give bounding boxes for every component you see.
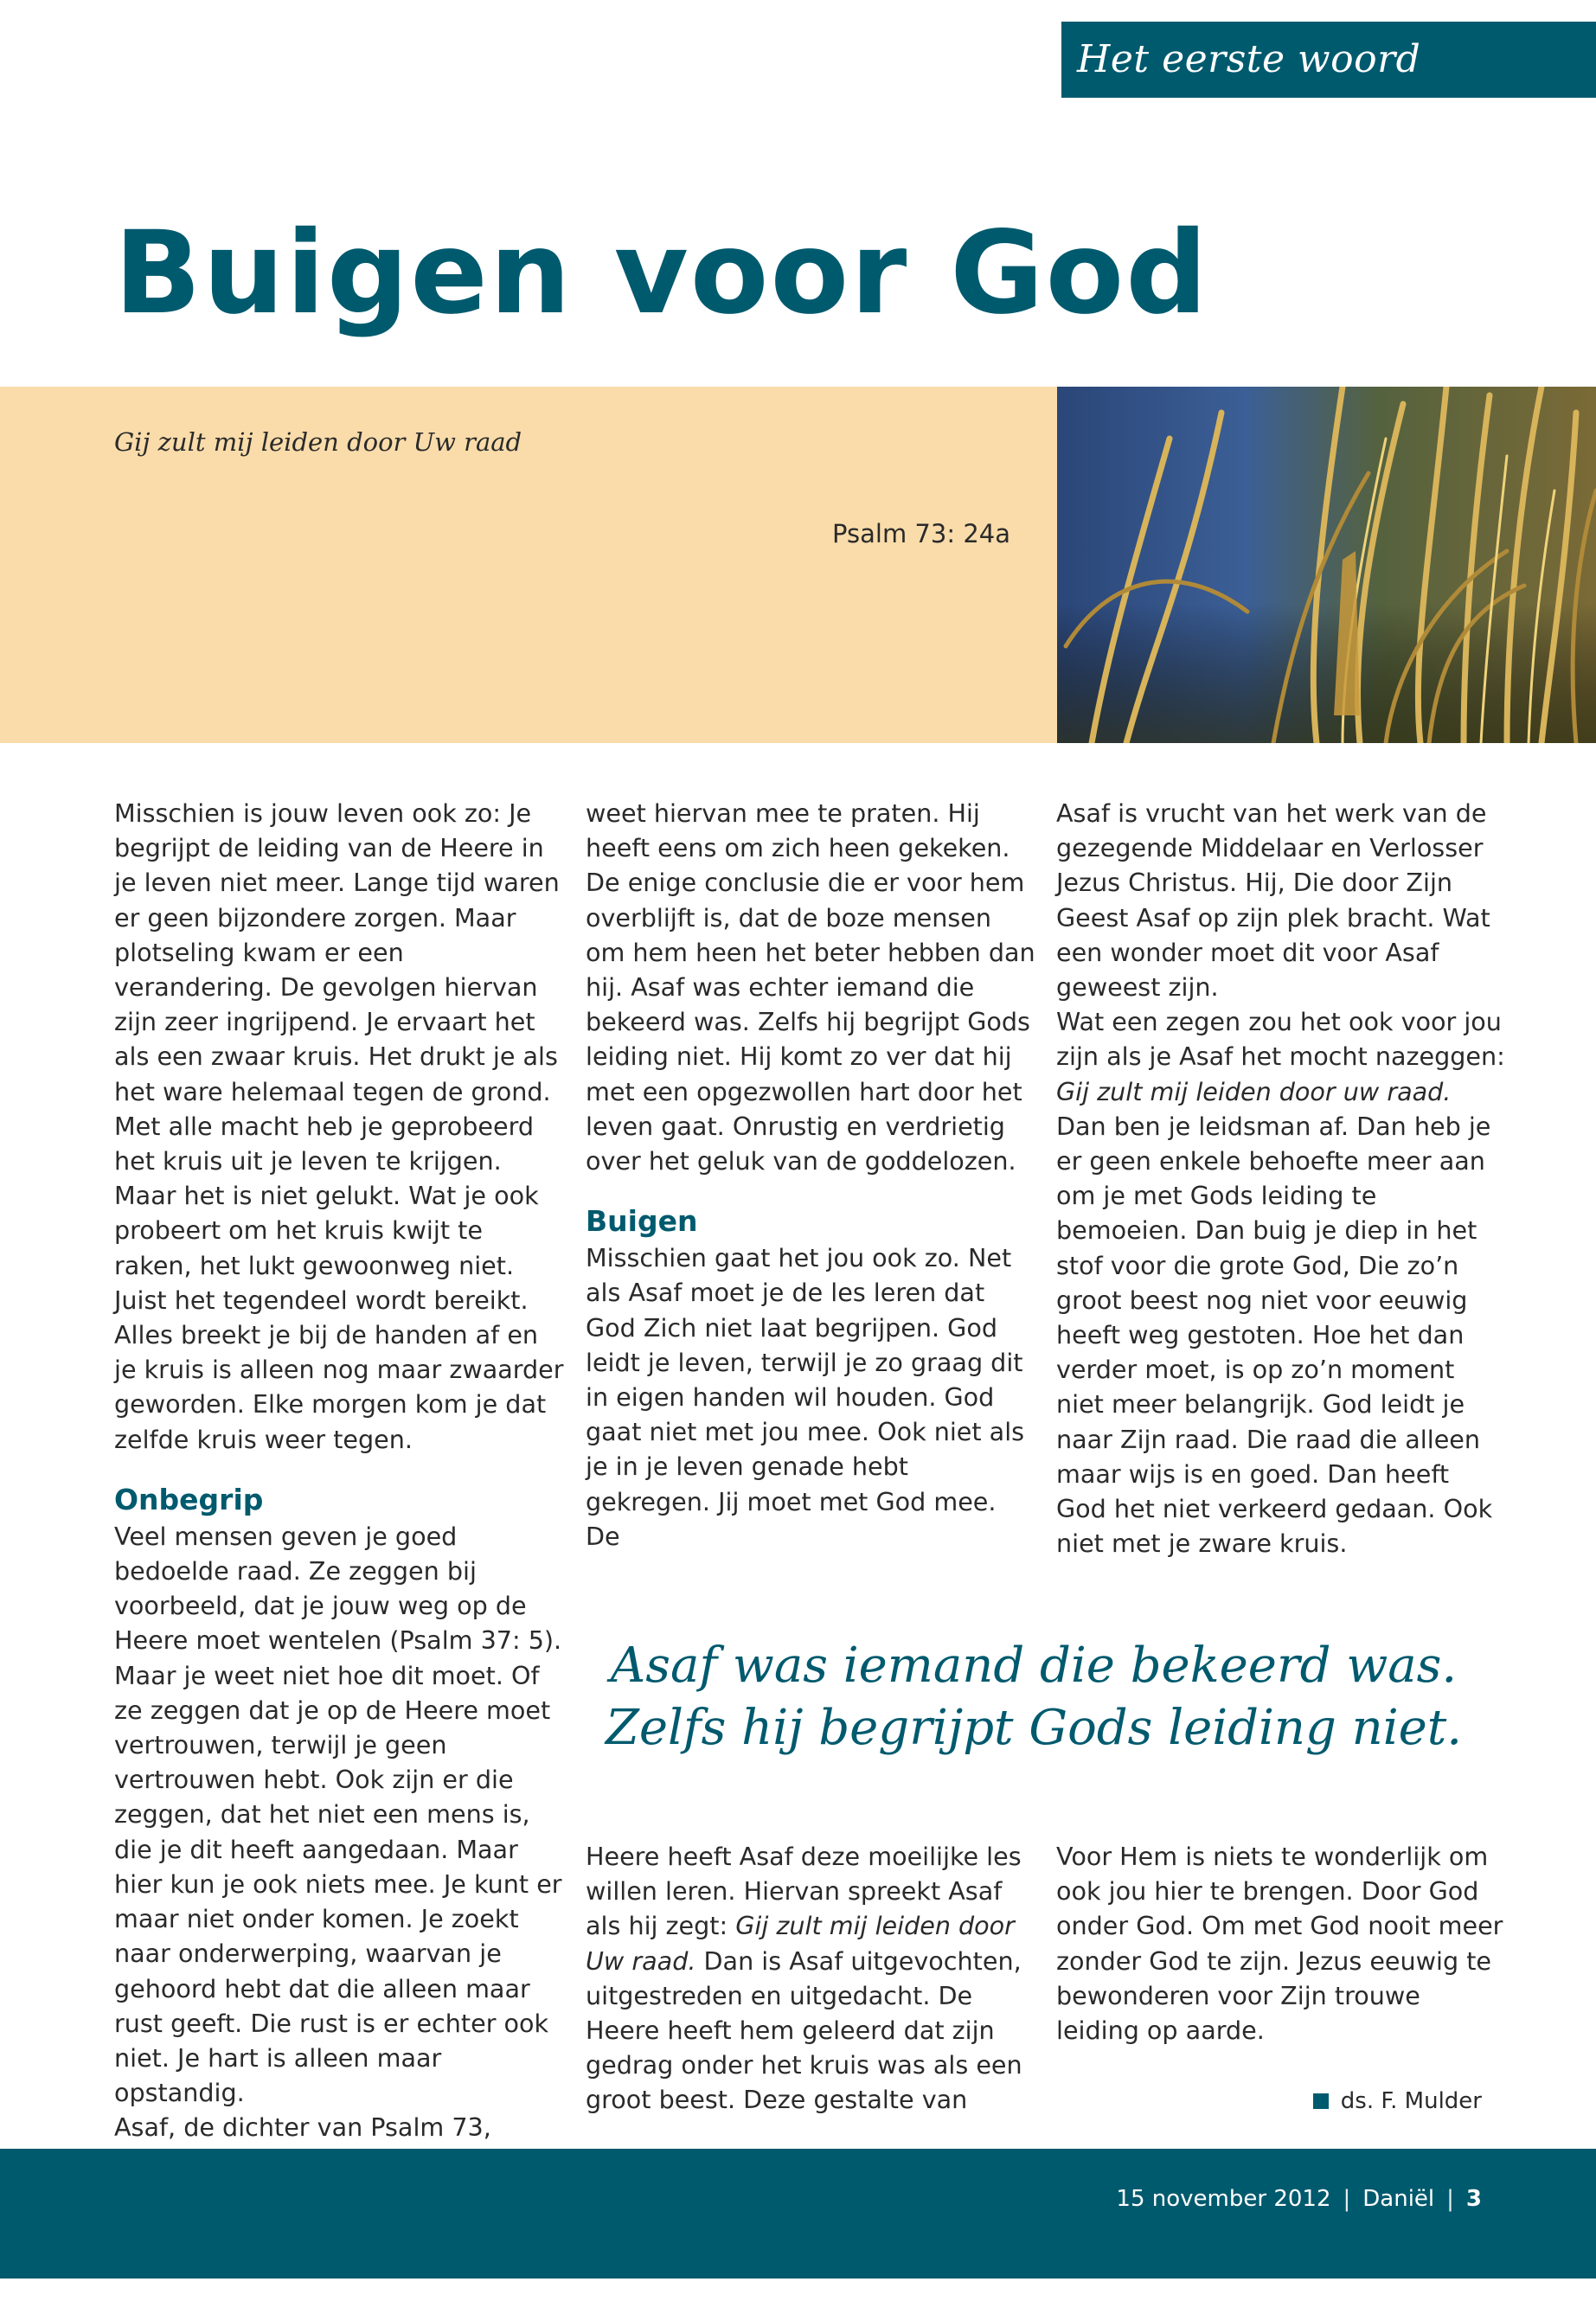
text-run: Dan ben je leidsman af. Dan heb je er geen enkele behoefte meer aan om je met Gods leiding te bemoeien. Dan buig je diep in het stof voor die grote God, Die zo’n groot beest nog niet voor eeuwig heeft weg gestoten. Hoe het dan verder moet, is op zo’n moment niet meer belangrijk. God leidt je naar Zijn raad. Die raad die alleen maar wijs is en goed. Dan heeft God het niet verkeerd gedaan. Ook niet met je zware kruis. xyxy=(1056,1111,1493,1559)
text-run: Wat een zegen zou het ook voor jou zijn als je Asaf het mocht nazeggen: xyxy=(1056,1007,1505,1072)
paragraph xyxy=(586,1839,1035,2118)
scripture-quote: Gij zult mij leiden door Uw raad. xyxy=(586,1911,1015,1976)
page-title: Buigen voor God xyxy=(114,207,1209,340)
scripture-quote: Gij zult mij leiden door uw raad. xyxy=(1056,1076,1452,1106)
article-column-1 xyxy=(114,796,564,2145)
paragraph: Asaf is vrucht van het werk van de gezegende Middelaar en Verlosser Jezus Christus. Hij, Die door Zijn Geest Asaf op zijn plek bracht. Wat een wonder moet dit voor Asaf geweest zijn. xyxy=(1056,798,1490,1003)
text-run: Dan is Asaf uitgevochten, uitgestreden en uitgedacht. De Heere heeft hem geleerd dat zijn gedrag onder het kruis was als een groot beest. Deze gestalte van xyxy=(586,1945,1022,2115)
article-column-3 xyxy=(1056,796,1506,1561)
article-column-2-continued xyxy=(586,1839,1035,2118)
footer-bar xyxy=(0,2149,1596,2279)
footer-separator: | xyxy=(1446,2186,1454,2212)
paragraph: Misschien gaat het jou ook zo. Net als Asaf moet je de les leren dat God Zich niet laat begrijpen. God leidt je leven, terwijl je zo graag dit in eigen handen wil houden. God gaat niet met jou mee. Ook niet als je in je leven genade hebt gekregen. Jij moet met God mee. De xyxy=(586,1243,1025,1551)
page-number: 3 xyxy=(1465,2186,1482,2212)
pull-quote-line: Asaf was iemand die bekeerd was. xyxy=(610,1638,1458,1694)
article-column-3-continued xyxy=(1056,1839,1506,2048)
reed-photo-icon xyxy=(1057,387,1596,743)
article-column-2 xyxy=(586,796,1035,1554)
pull-quote-line: Zelfs hij begrijpt Gods leiding niet. xyxy=(605,1700,1463,1756)
footer-info xyxy=(1116,2186,1482,2212)
paragraph: Veel mensen geven je goed bedoelde raad. Ze zeggen bij voorbeeld, dat je jouw weg op de Heere moet wentelen (Psalm 37: 5). Maar je weet niet hoe dit moet. Of ze zeggen dat je op de Heere moet vertrouwen, terwijl je geen vertrouwen hebt. Ook zijn er die zeggen, dat het niet een mens is, die je dit heeft aangedaan. Maar hier kun je ook niets mee. Je kunt er maar niet onder komen. Je zoekt naar onderwerping, waarvan je gehoord hebt dat die alleen maar rust geeft. Die rust is er echter ook niet. Je hart is alleen maar opstandig. xyxy=(114,1521,562,2108)
paragraph: Asaf, de dichter van Psalm 73, xyxy=(114,2112,491,2143)
end-mark-square-icon xyxy=(1313,2093,1329,2109)
paragraph: Voor Hem is niets te wonderlijk om ook jou hier te brengen. Door God onder God. Om met God nooit meer zonder God te zijn. Jezus eeuwig te bewonderen voor Zijn trouwe leiding op aarde. xyxy=(1056,1842,1503,2046)
subheading-buigen: Buigen xyxy=(586,1204,698,1239)
verse-text: Gij zult mij leiden door Uw raad xyxy=(114,427,522,457)
paragraph xyxy=(1056,1004,1506,1561)
footer-separator: | xyxy=(1343,2186,1351,2212)
author-signature xyxy=(1313,2088,1482,2114)
paragraph: weet hiervan mee te praten. Hij heeft eens om zich heen gekeken. De enige conclusie die er voor hem overblijft is, dat de boze mensen om hem heen het beter hebben dan hij. Asaf was echter iemand die bekeerd was. Zelfs hij begrijpt Gods leiding niet. Hij komt zo ver dat hij met een opgezwollen hart door het leven gaat. Onrustig en verdrietig over het geluk van de goddelozen. xyxy=(586,798,1035,1176)
magazine-name: Daniël xyxy=(1362,2186,1435,2212)
subheading-onbegrip: Onbegrip xyxy=(114,1482,264,1516)
issue-date: 15 november 2012 xyxy=(1116,2186,1331,2212)
verse-reference: Psalm 73: 24a xyxy=(832,519,1010,548)
text-run: Heere heeft Asaf deze moeilijke les willen leren. Hiervan spreekt Asaf als hij zegt: xyxy=(586,1842,1022,1941)
pull-quote xyxy=(588,1635,1479,1759)
paragraph: Misschien is jouw leven ook zo: Je begrijpt de leiding van de Heere in je leven niet meer. Lange tijd waren er geen bijzondere zorgen. Maar plotseling kwam er een verandering. De gevolgen hiervan zijn zeer ingrijpend. Je ervaart het als een zwaar kruis. Het drukt je als het ware helemaal tegen de grond. Met alle macht heb je geprobeerd het kruis uit je leven te krijgen. Maar het is niet gelukt. Wat je ook probeert om het kruis kwijt te raken, het lukt gewoonweg niet. Juist het tegendeel wordt bereikt. Alles breekt je bij de handen af en je kruis is alleen nog maar zwaarder geworden. Elke morgen kom je dat zelfde kruis weer tegen. xyxy=(114,798,564,1454)
author-name: ds. F. Mulder xyxy=(1340,2088,1482,2114)
section-label: Het eerste woord xyxy=(1061,22,1596,98)
reed-photo xyxy=(1057,387,1596,743)
